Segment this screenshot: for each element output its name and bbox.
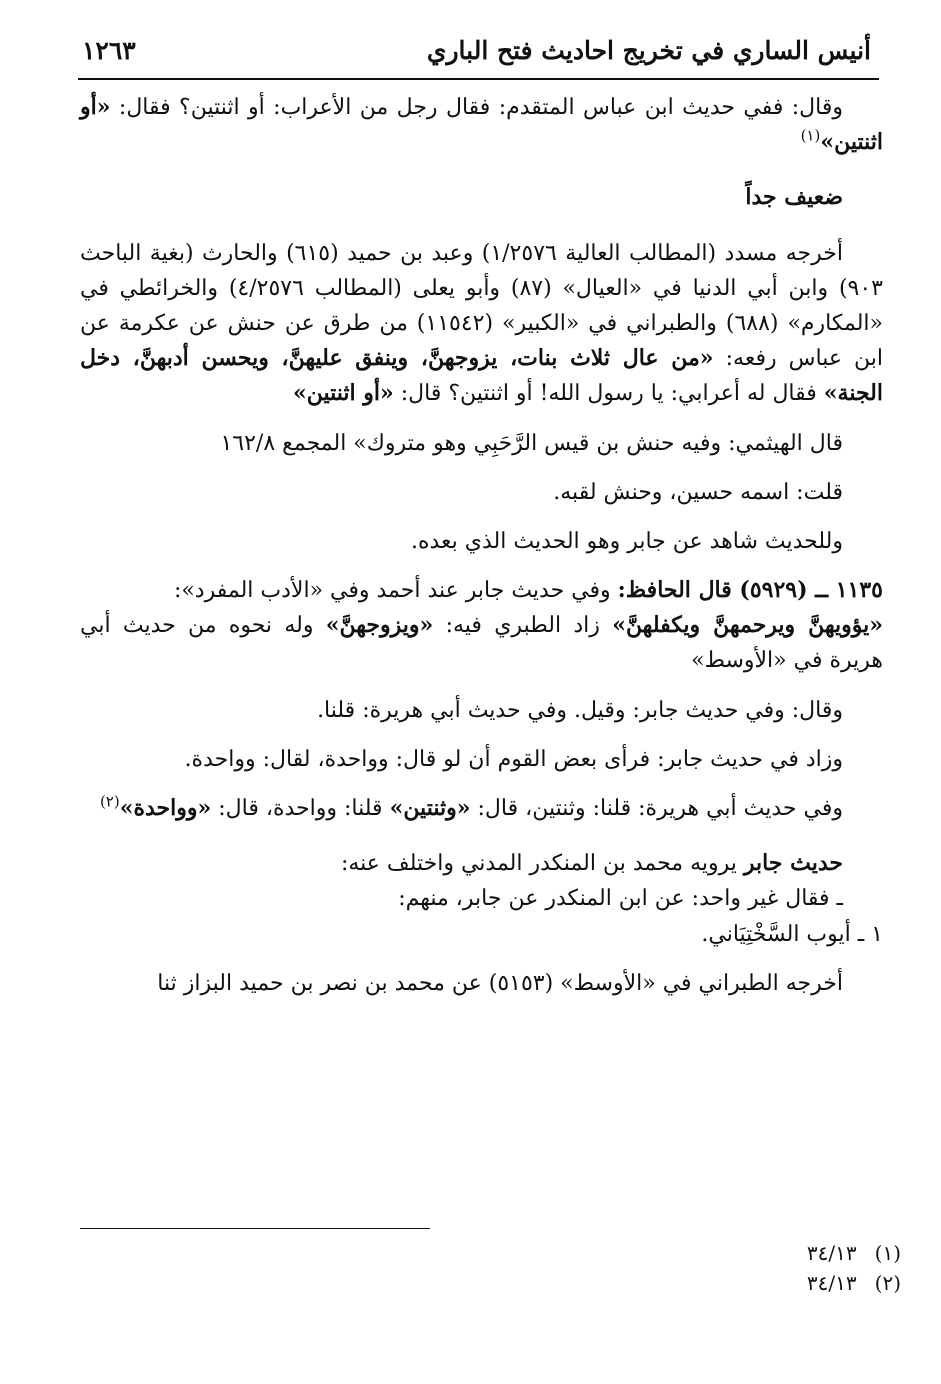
paragraph-9-quote-2: «وواحدة» — [119, 795, 212, 821]
paragraph-12: ١ ـ أيوب السَّخْتِيَاني. — [701, 921, 883, 947]
paragraph-6-quote-2: «ويزوجهنَّ» — [325, 612, 434, 639]
paragraph-10-heading: حديث جابر — [743, 850, 843, 877]
paragraph-3: قال الهيثمي: وفيه حنش بن قيس الرَّحَبِي وهو متروك» المجمع ١٦٢/٨ — [220, 430, 843, 456]
paragraph-1-quote: «أو اثنتين» — [80, 94, 883, 156]
footnotes — [600, 1238, 901, 1298]
grade-heading: ضعيف جداً — [745, 184, 843, 211]
paragraph-2 — [80, 236, 883, 412]
paragraph-9-text: وفي حديث أبي هريرة: قلنا: وثنتين، قال: — [477, 796, 843, 821]
paragraph-10-text: يرويه محمد بن المنكدر المدني واختلف عنه: — [340, 851, 737, 877]
paragraph-9 — [80, 791, 883, 826]
running-header — [82, 28, 871, 72]
hadith-number: ١١٣٥ ــ (٥٩٢٩) قال الحافظ: — [617, 577, 883, 604]
footnote-ref-1: (١) — [800, 126, 821, 145]
paragraph-9-text-2: قلنا: وواحدة، قال: — [218, 796, 383, 821]
paragraph-8: وزاد في حديث جابر: فرأى بعض القوم أن لو قال: وواحدة، لقال: وواحدة. — [184, 746, 843, 772]
hadith-entry-heading — [80, 573, 883, 608]
footnote-divider — [80, 1228, 430, 1229]
paragraph-2-question: فقال له أعرابي: يا رسول الله! أو اثنتين؟ قال: — [400, 381, 817, 407]
paragraph-10 — [80, 846, 883, 881]
paragraph-1-text: وقال: ففي حديث ابن عباس المتقدم: فقال رجل من الأعراب: أو اثنتين؟ فقال: — [118, 95, 843, 120]
footnote-1-text: ٣٤/١٣ — [806, 1241, 857, 1265]
paragraph-13: أخرجه الطبراني في «الأوسط» (٥١٥٣) عن محمد بن نصر بن حميد البزاز ثنا — [157, 970, 843, 996]
paragraph-2-answer: «أو اثنتين» — [292, 380, 394, 407]
footnote-2-number: (٢) — [874, 1271, 901, 1295]
paragraph-6-text-2: وله نحوه من حديث أبي هريرة في «الأوسط» — [80, 613, 883, 674]
paragraph-4: قلت: اسمه حسين، وحنش لقبه. — [553, 479, 843, 505]
page-number: ١٢٦٣ — [82, 35, 136, 65]
footnote-1 — [600, 1238, 901, 1268]
footnote-1-number: (١) — [874, 1241, 901, 1265]
running-title: أنيس الساري في تخريج احاديث فتح الباري — [426, 35, 871, 65]
footnote-2 — [600, 1268, 901, 1298]
paragraph-6 — [80, 608, 883, 678]
paragraph-11: ـ فقال غير واحد: عن ابن المنكدر عن جابر، منهم: — [398, 886, 843, 912]
main-text — [80, 90, 883, 1001]
hadith-intro: وفي حديث جابر عند أحمد وفي «الأدب المفرد»: — [173, 578, 611, 604]
paragraph-6-quote: «يؤويهنَّ ويرحمهنَّ ويكفلهنَّ» — [612, 612, 884, 639]
paragraph-2-quote: «من عال ثلاث بنات، يزوجهنَّ، وينفق عليهنَّ، ويحسن أدبهنَّ، دخل الجنة» — [80, 345, 883, 407]
paragraph-2-text: أخرجه مسدد (المطالب العالية ١/٢٥٧٦) وعبد بن حميد (٦١٥) والحارث (بغية الباحث ٩٠٣) وابن أبي الدنيا في «العيال» (٨٧) وأبو يعلى (المطالب ٤/٢٥٧٦) والخرائطي في «المكارم» (٦٨٨) والطبراني في «الكبير» (١١٥٤٢) من طرق عن حنش عن عكرمة عن ابن عباس رفعه: — [80, 240, 883, 372]
footnote-2-text: ٣٤/١٣ — [806, 1271, 857, 1295]
paragraph-7: وقال: وفي حديث جابر: وقيل. وفي حديث أبي هريرة: قلنا. — [317, 697, 843, 723]
paragraph-5: وللحديث شاهد عن جابر وهو الحديث الذي بعده. — [410, 528, 843, 554]
paragraph-6-text: زاد الطبري فيه: — [445, 613, 600, 639]
footnote-ref-2: (٢) — [99, 792, 120, 811]
header-divider — [78, 78, 879, 80]
paragraph-1 — [80, 90, 883, 160]
paragraph-9-quote: «وثنتين» — [389, 795, 471, 821]
